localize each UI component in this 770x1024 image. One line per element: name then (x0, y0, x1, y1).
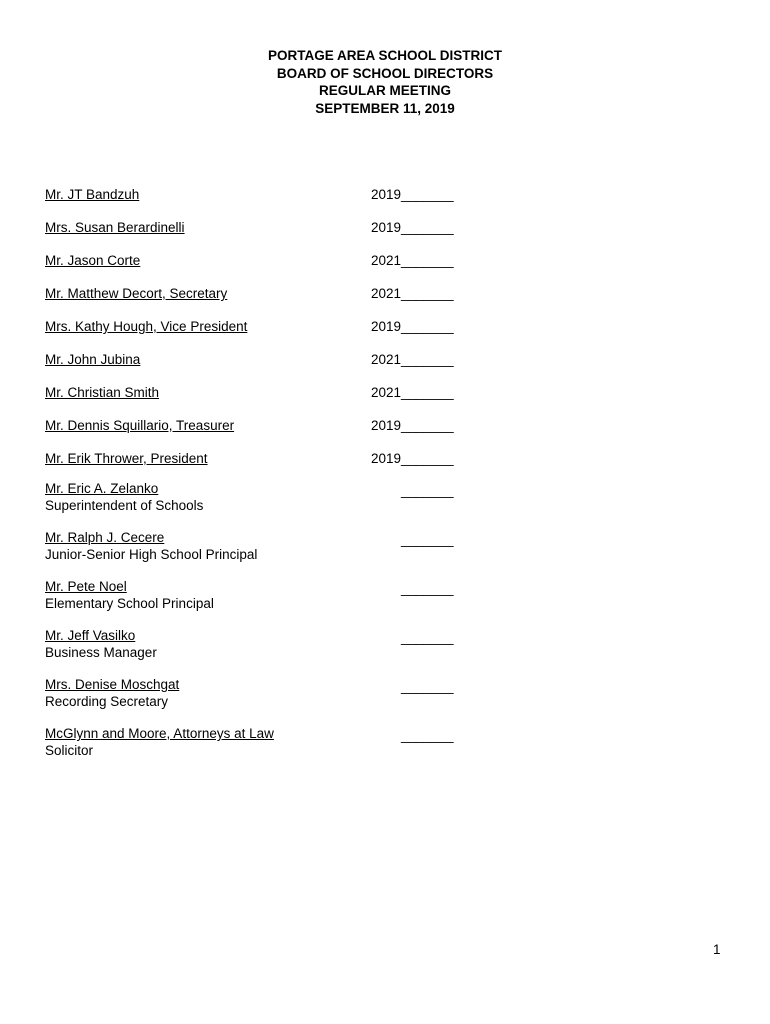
board-members-list (45, 186, 475, 483)
official-name: Mr. Jeff Vasilko (45, 628, 136, 643)
member-term: 2019_______ (371, 220, 454, 235)
official-row (45, 480, 475, 529)
official-title: Junior-Senior High School Principal (45, 547, 258, 562)
document-header (0, 47, 770, 117)
board-name: BOARD OF SCHOOL DIRECTORS (276, 65, 494, 81)
member-name: Mr. Erik Thrower, President (45, 451, 208, 466)
official-name: Mr. Pete Noel (45, 579, 127, 594)
member-term: 2019_______ (371, 319, 454, 334)
member-name: Mr. Jason Corte (45, 253, 141, 268)
meeting-type: REGULAR MEETING (318, 83, 451, 98)
district-name: PORTAGE AREA SCHOOL DISTRICT (267, 48, 502, 63)
member-term: 2021_______ (371, 286, 454, 301)
member-row (45, 351, 475, 384)
district-officials-list (45, 480, 475, 774)
official-title: Superintendent of Schools (45, 498, 204, 513)
member-name: Mrs. Kathy Hough, Vice President (45, 319, 248, 334)
member-term: 2021_______ (371, 385, 454, 400)
member-term: 2019_______ (371, 187, 454, 202)
member-row (45, 450, 475, 483)
official-title: Elementary School Principal (45, 596, 214, 611)
official-row (45, 627, 475, 676)
member-row (45, 318, 475, 351)
member-row (45, 252, 475, 285)
attendance-blank: _______ (401, 630, 454, 645)
official-row (45, 578, 475, 627)
official-name: McGlynn and Moore, Attorneys at Law (45, 726, 274, 741)
member-term: 2019_______ (371, 418, 454, 433)
page-number: 1 (713, 942, 721, 957)
member-name: Mr. JT Bandzuh (45, 187, 140, 202)
member-row (45, 219, 475, 252)
official-name: Mrs. Denise Moschgat (45, 677, 180, 692)
attendance-blank: _______ (401, 728, 454, 743)
attendance-blank: _______ (401, 679, 454, 694)
official-row (45, 676, 475, 725)
member-term: 2021_______ (371, 352, 454, 367)
official-title: Business Manager (45, 645, 157, 660)
attendance-blank: _______ (401, 483, 454, 498)
member-name: Mr. John Jubina (45, 352, 141, 367)
official-name: Mr. Ralph J. Cecere (45, 530, 165, 545)
official-name: Mr. Eric A. Zelanko (45, 481, 159, 496)
member-row (45, 384, 475, 417)
official-title: Recording Secretary (45, 694, 169, 709)
member-row (45, 285, 475, 318)
member-name: Mr. Dennis Squillario, Treasurer (45, 418, 235, 433)
official-row (45, 529, 475, 578)
member-row (45, 417, 475, 450)
attendance-blank: _______ (401, 581, 454, 596)
official-row (45, 725, 475, 774)
official-title: Solicitor (45, 743, 94, 758)
member-name: Mr. Matthew Decort, Secretary (45, 286, 228, 301)
member-row (45, 186, 475, 219)
member-name: Mrs. Susan Berardinelli (45, 220, 185, 235)
meeting-date: SEPTEMBER 11, 2019 (315, 100, 455, 116)
member-term: 2019_______ (371, 451, 454, 466)
attendance-blank: _______ (401, 532, 454, 547)
member-name: Mr. Christian Smith (45, 385, 160, 400)
member-term: 2021_______ (371, 253, 454, 268)
